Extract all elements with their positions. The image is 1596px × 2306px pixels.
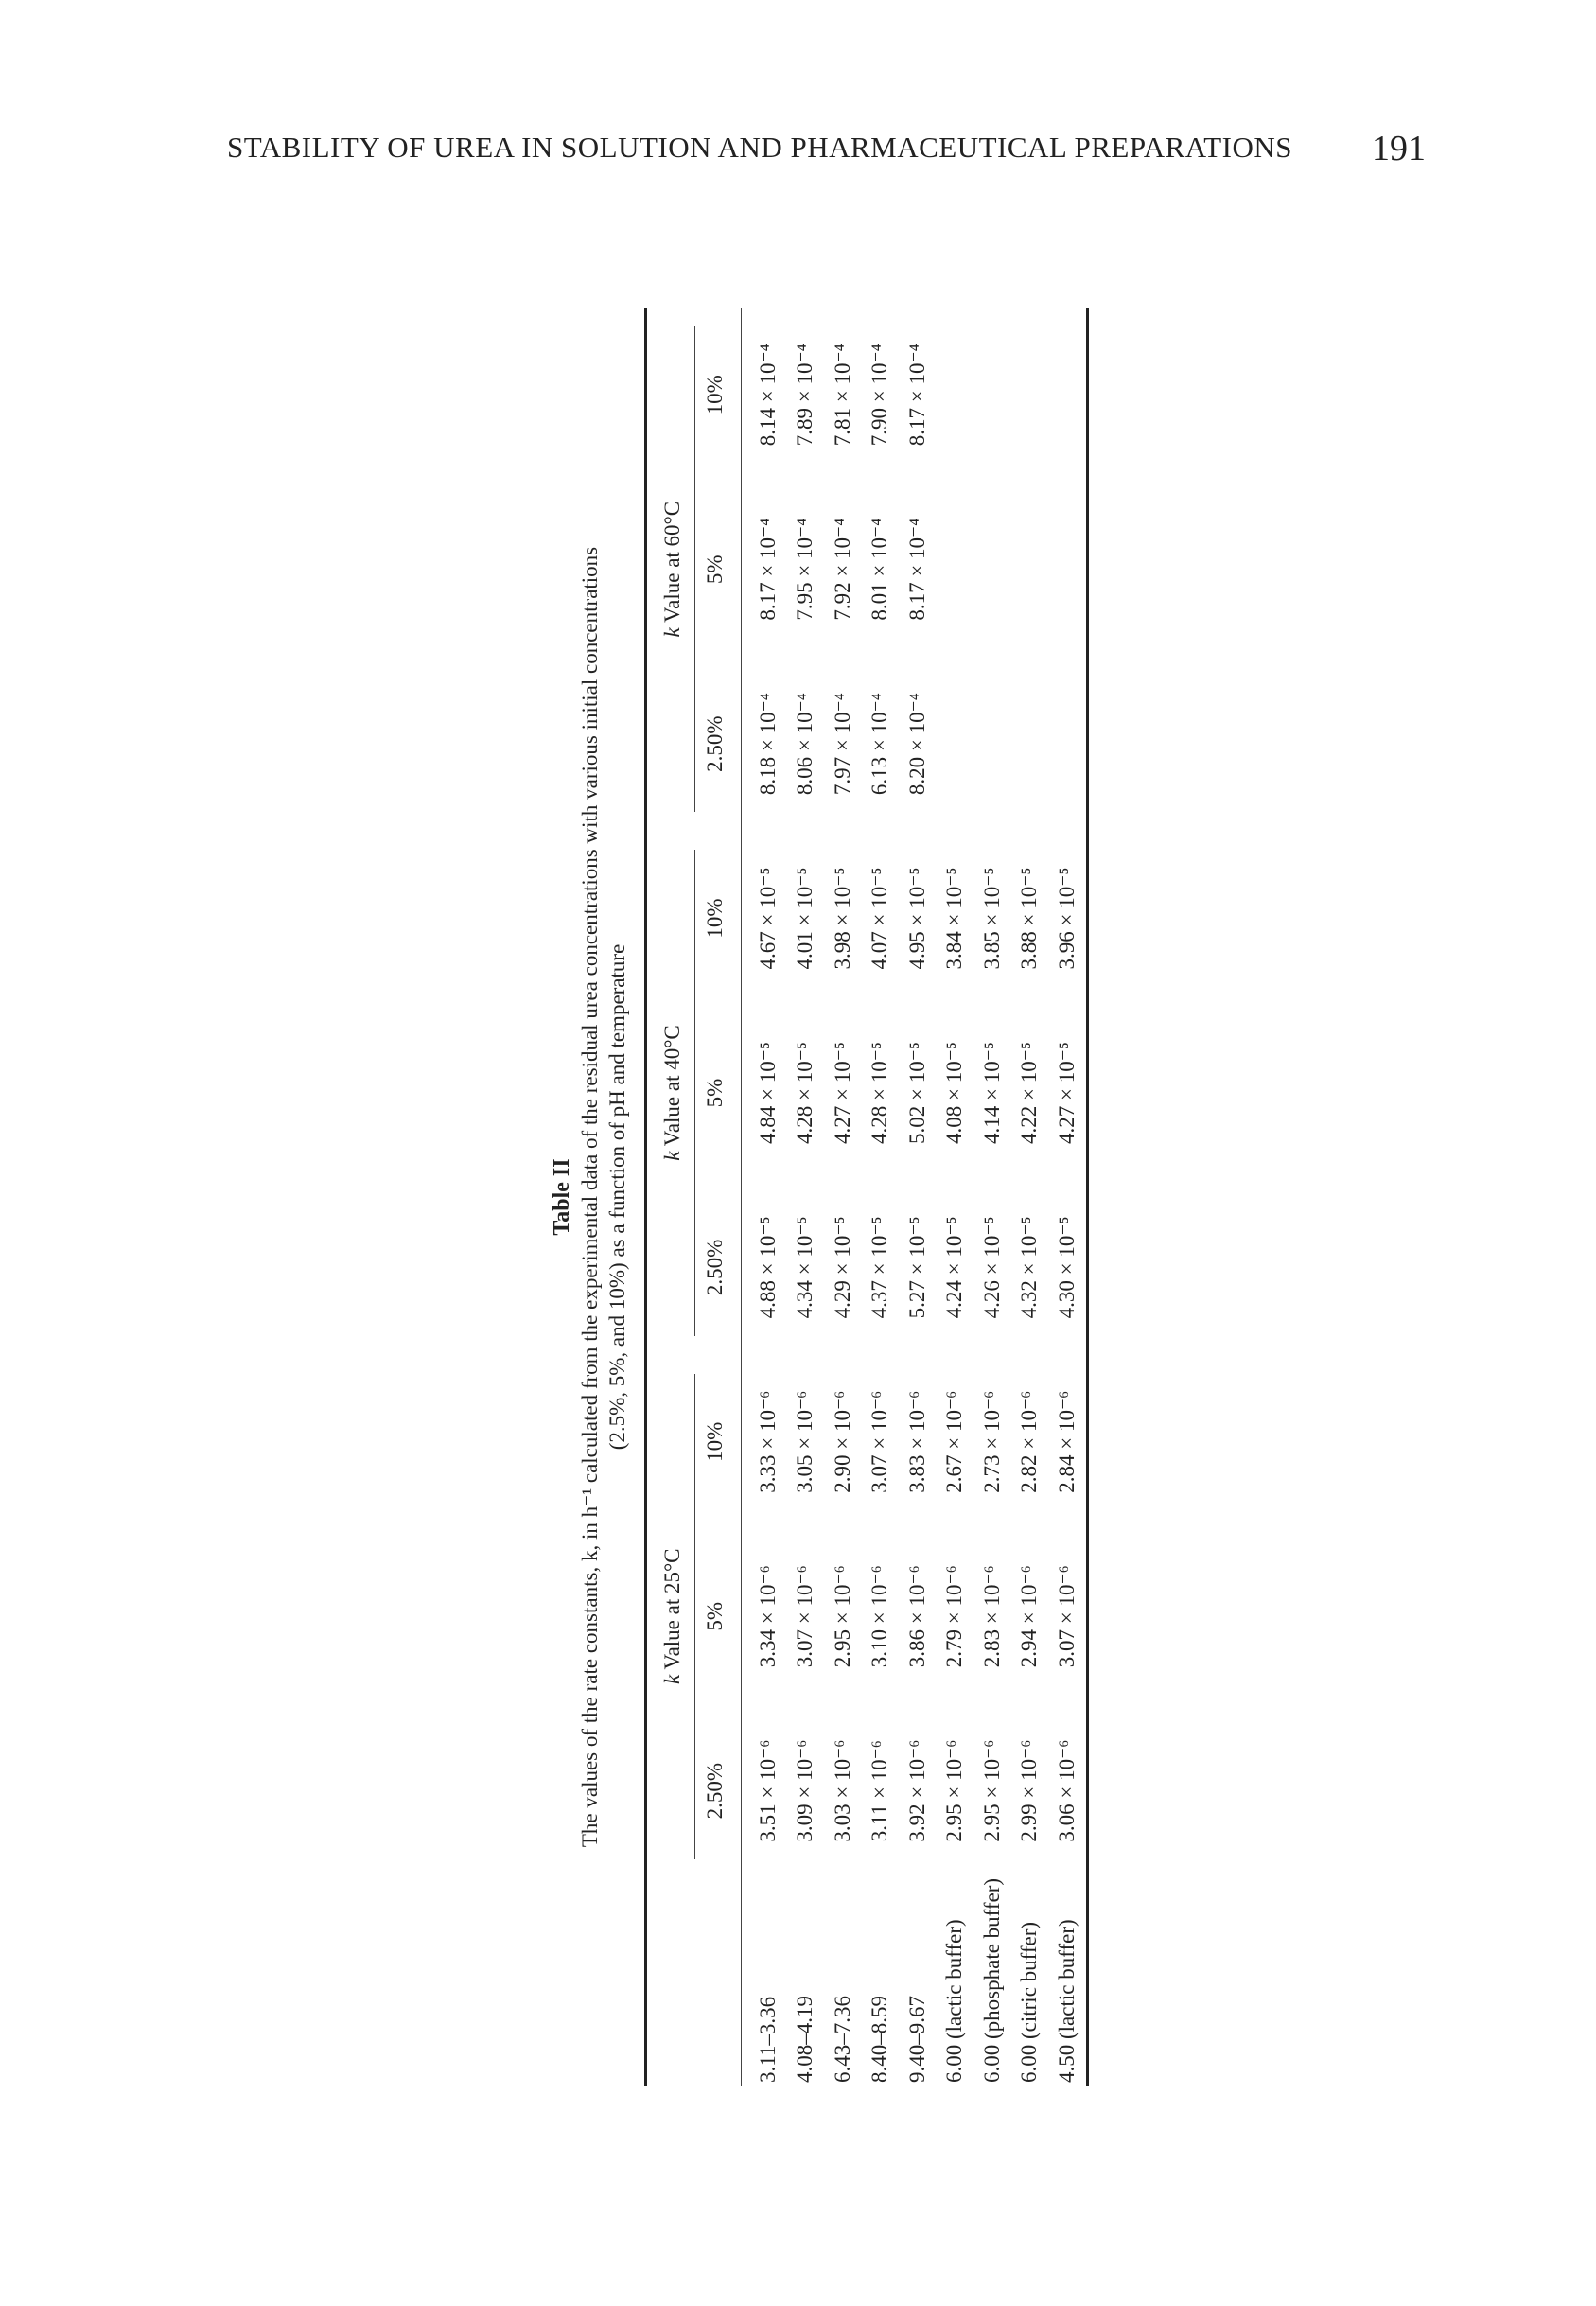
k-value-cell: 3.09 × 10⁻⁶ [793, 1739, 817, 1842]
ph-cell: 6.00 (phosphate buffer) [979, 1877, 1004, 2083]
k-value-cell: 4.67 × 10⁻⁵ [755, 867, 780, 970]
k-value-cell [1048, 657, 1087, 831]
table-row [787, 308, 825, 2086]
caption-line-2: (2.5%, 5%, and 10%) as a function of pH and temperature [605, 943, 629, 1451]
k-value-cell: 8.18 × 10⁻⁴ [755, 693, 780, 796]
k-value-cell: 2.79 × 10⁻⁶ [942, 1565, 967, 1668]
k-value-cell: 4.37 × 10⁻⁵ [868, 1216, 892, 1319]
k-value-cell: 3.07 × 10⁻⁶ [793, 1565, 817, 1668]
sub-header: 2.50% [703, 1239, 727, 1296]
k-value-cell: 3.33 × 10⁻⁶ [755, 1390, 780, 1493]
k-value-cell: 3.07 × 10⁻⁶ [1054, 1565, 1079, 1668]
k-value-cell: 3.84 × 10⁻⁵ [942, 867, 967, 970]
k-value-cell: 4.95 × 10⁻⁵ [904, 867, 929, 970]
k-value-cell: 4.07 × 10⁻⁵ [868, 867, 892, 970]
ph-cell: 8.40–8.59 [868, 1996, 892, 2083]
k-value-cell [937, 308, 974, 483]
ph-cell: 6.00 (citric buffer) [1017, 1921, 1042, 2083]
k-value-cell: 5.02 × 10⁻⁵ [904, 1042, 929, 1144]
table-row [1048, 308, 1087, 2086]
group-header-40c: k Value at 40°C [646, 831, 696, 1354]
k-value-cell: 4.30 × 10⁻⁵ [1054, 1216, 1079, 1319]
k-value-cell: 3.98 × 10⁻⁵ [830, 867, 854, 970]
k-value-cell: 2.95 × 10⁻⁶ [979, 1739, 1004, 1842]
k-value-cell: 3.07 × 10⁻⁶ [868, 1390, 892, 1493]
ph-cell: 4.08–4.19 [793, 1996, 817, 2083]
running-head: STABILITY OF UREA IN SOLUTION AND PHARMACEUTICAL PREPARATIONS [227, 131, 1293, 164]
k-value-cell: 4.34 × 10⁻⁵ [793, 1216, 817, 1319]
k-value-cell [1011, 483, 1049, 657]
k-value-cell: 4.27 × 10⁻⁵ [1054, 1042, 1079, 1144]
k-value-cell: 3.05 × 10⁻⁶ [793, 1390, 817, 1493]
k-value-cell [973, 657, 1011, 831]
k-value-cell: 2.84 × 10⁻⁶ [1054, 1390, 1079, 1493]
k-value-cell: 8.06 × 10⁻⁴ [793, 693, 817, 796]
k-value-cell [973, 308, 1011, 483]
k-value-cell: 2.95 × 10⁻⁶ [942, 1739, 967, 1842]
k-value-cell [1011, 308, 1049, 483]
k-value-cell: 3.88 × 10⁻⁵ [1017, 867, 1042, 970]
k-value-cell: 2.73 × 10⁻⁶ [979, 1390, 1004, 1493]
table-row [742, 308, 787, 2086]
k-value-cell [973, 483, 1011, 657]
k-value-cell: 4.26 × 10⁻⁵ [979, 1216, 1004, 1319]
k-value-cell: 3.34 × 10⁻⁶ [755, 1565, 780, 1668]
table-row [899, 308, 937, 2086]
sub-header: 5% [703, 1078, 727, 1108]
k-value-cell: 3.51 × 10⁻⁶ [755, 1739, 780, 1842]
k-value-cell: 4.28 × 10⁻⁵ [868, 1042, 892, 1144]
k-value-cell: 7.89 × 10⁻⁴ [793, 343, 817, 447]
sub-header: 2.50% [703, 1762, 727, 1820]
sub-header: 5% [703, 554, 727, 585]
table-label: Table II [550, 1158, 574, 1236]
ph-cell: 9.40–9.67 [904, 1996, 929, 2083]
k-value-cell: 4.24 × 10⁻⁵ [942, 1216, 967, 1319]
page-number: 191 [1372, 129, 1426, 168]
k-value-cell [1048, 308, 1087, 483]
k-value-cell: 8.17 × 10⁻⁴ [755, 518, 780, 621]
k-value-cell: 7.97 × 10⁻⁴ [830, 693, 854, 796]
ph-cell: 3.11–3.36 [755, 1996, 780, 2083]
k-value-cell: 4.32 × 10⁻⁵ [1017, 1216, 1042, 1319]
k-value-cell: 3.06 × 10⁻⁶ [1054, 1739, 1079, 1842]
k-value-cell: 7.90 × 10⁻⁴ [868, 343, 892, 447]
k-value-cell: 2.90 × 10⁻⁶ [830, 1390, 854, 1493]
k-value-cell [1011, 657, 1049, 831]
k-value-cell [937, 483, 974, 657]
sub-header: 2.50% [703, 715, 727, 772]
k-value-cell: 8.01 × 10⁻⁴ [868, 518, 892, 621]
table-body [742, 308, 1088, 2086]
k-value-cell: 4.28 × 10⁻⁵ [793, 1042, 817, 1144]
k-value-cell: 2.83 × 10⁻⁶ [979, 1565, 1004, 1668]
ph-cell: 6.43–7.36 [830, 1996, 854, 2083]
k-value-cell: 8.14 × 10⁻⁴ [755, 343, 780, 447]
k-value-cell: 7.81 × 10⁻⁴ [830, 343, 854, 447]
k-value-cell: 2.82 × 10⁻⁶ [1017, 1390, 1042, 1493]
sub-header: 10% [703, 898, 727, 939]
k-value-cell: 8.20 × 10⁻⁴ [904, 693, 929, 796]
k-value-cell: 3.11 × 10⁻⁶ [868, 1740, 892, 1842]
k-value-cell [937, 657, 974, 831]
k-value-cell: 7.92 × 10⁻⁴ [830, 518, 854, 621]
k-value-cell: 2.99 × 10⁻⁶ [1017, 1739, 1042, 1842]
k-value-cell: 3.92 × 10⁻⁶ [904, 1739, 929, 1842]
k-value-cell [1048, 483, 1087, 657]
k-value-cell: 8.17 × 10⁻⁴ [904, 518, 929, 621]
sub-header: 10% [703, 1421, 727, 1462]
ph-header-empty [646, 1878, 696, 2086]
group-header-row [646, 308, 696, 2086]
caption-line-1: The values of the rate constants, k, in h⁻¹ calculated from the experimental data of the residual urea concentrations with various initial concentrations [578, 546, 602, 1848]
k-value-cell: 3.85 × 10⁻⁵ [979, 867, 1004, 970]
k-value-cell: 3.83 × 10⁻⁶ [904, 1390, 929, 1493]
k-value-cell: 5.27 × 10⁻⁵ [904, 1216, 929, 1319]
sub-header: 10% [703, 375, 727, 415]
table-row [937, 308, 974, 2086]
k-value-cell: 3.10 × 10⁻⁶ [868, 1565, 892, 1668]
k-value-cell: 4.29 × 10⁻⁵ [830, 1216, 854, 1319]
k-value-cell: 4.01 × 10⁻⁵ [793, 867, 817, 970]
sub-header-row [695, 308, 742, 2086]
rotated-table-block [549, 298, 1183, 2096]
sub-header: 5% [703, 1601, 727, 1631]
k-value-cell: 4.14 × 10⁻⁵ [979, 1042, 1004, 1144]
rate-constants-table [644, 308, 1089, 2086]
group-header-60c: k Value at 60°C [646, 308, 696, 831]
group-header-25c: k Value at 25°C [646, 1355, 696, 1878]
table-row [973, 308, 1011, 2086]
k-value-cell: 6.13 × 10⁻⁴ [868, 693, 892, 796]
k-value-cell: 8.17 × 10⁻⁴ [904, 343, 929, 447]
k-value-cell: 2.94 × 10⁻⁶ [1017, 1565, 1042, 1668]
k-value-cell: 4.88 × 10⁻⁵ [755, 1216, 780, 1319]
k-value-cell: 4.27 × 10⁻⁵ [830, 1042, 854, 1144]
table-row [862, 308, 900, 2086]
k-value-cell: 2.67 × 10⁻⁶ [942, 1390, 967, 1493]
table-row [1011, 308, 1049, 2086]
k-value-cell: 3.86 × 10⁻⁶ [904, 1565, 929, 1668]
ph-cell: 6.00 (lactic buffer) [942, 1919, 967, 2083]
k-value-cell: 4.22 × 10⁻⁵ [1017, 1042, 1042, 1144]
table-caption [549, 298, 631, 2096]
ph-cell: 4.50 (lactic buffer) [1054, 1919, 1079, 2083]
k-value-cell: 3.03 × 10⁻⁶ [830, 1739, 854, 1842]
k-value-cell: 2.95 × 10⁻⁶ [830, 1565, 854, 1668]
k-value-cell: 4.08 × 10⁻⁵ [942, 1042, 967, 1144]
k-value-cell: 7.95 × 10⁻⁴ [793, 518, 817, 621]
k-value-cell: 4.84 × 10⁻⁵ [755, 1042, 780, 1144]
table-row [824, 308, 862, 2086]
k-value-cell: 3.96 × 10⁻⁵ [1054, 867, 1079, 970]
